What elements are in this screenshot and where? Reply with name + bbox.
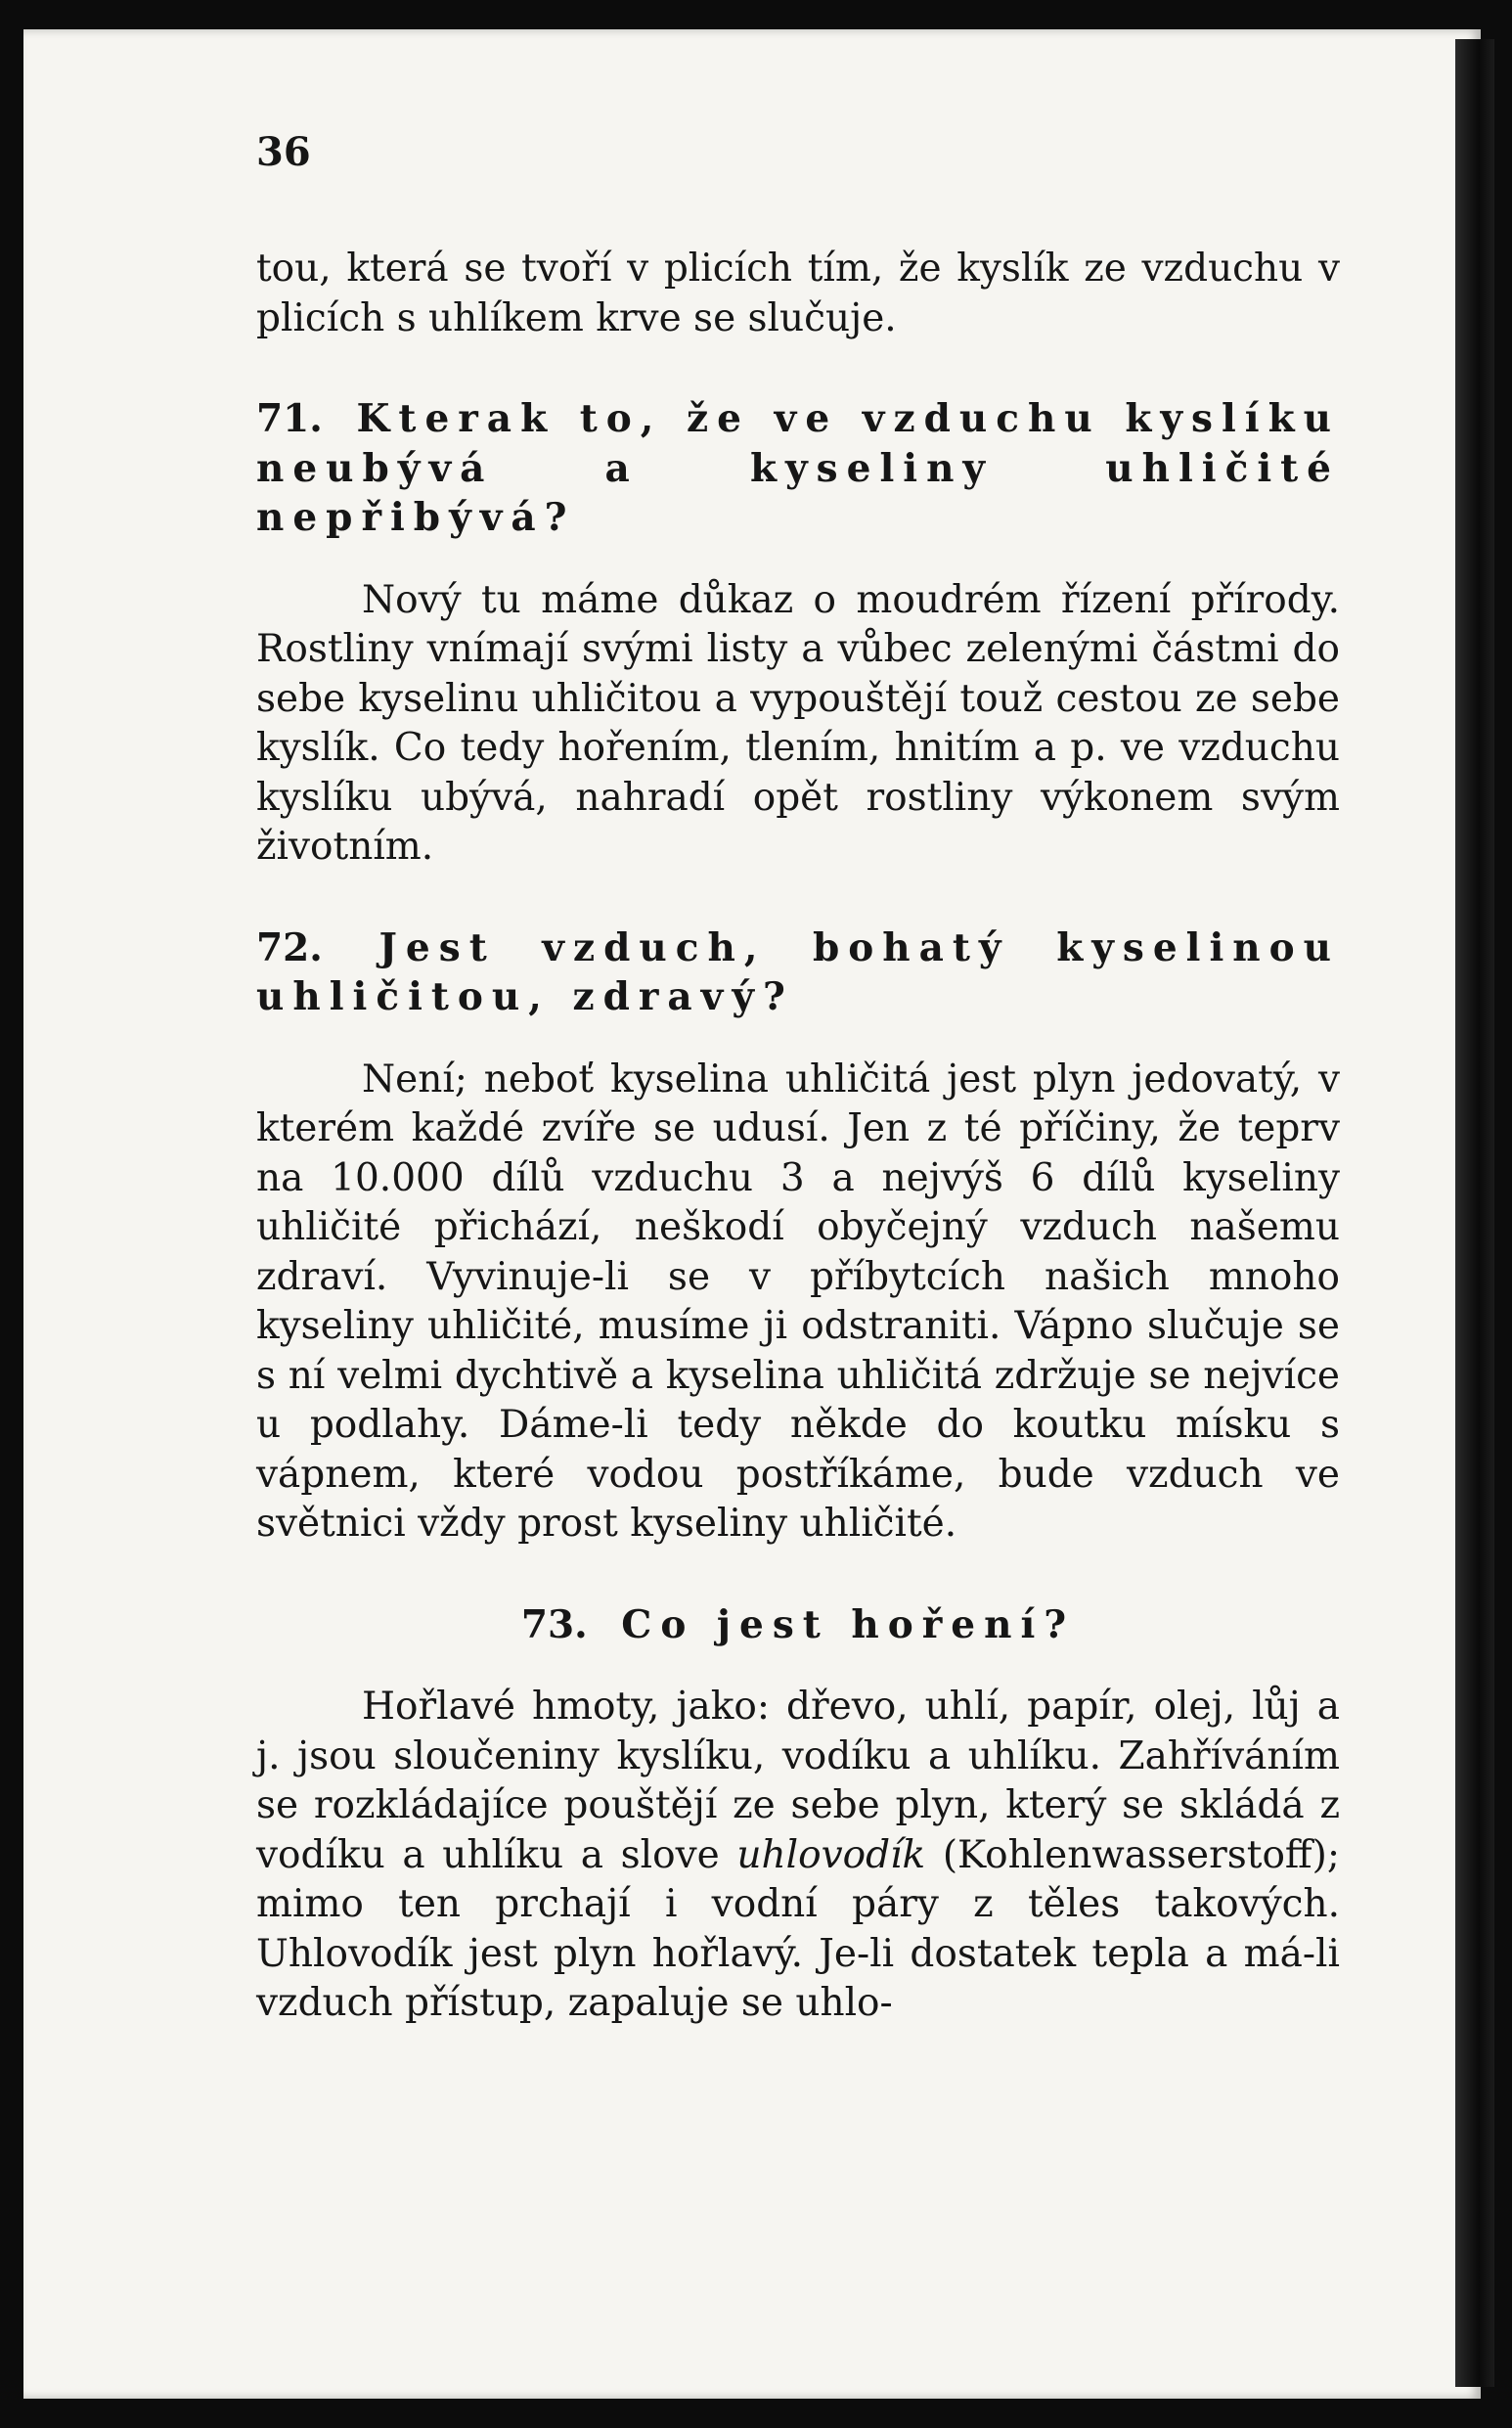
question-71-text: Kterak to, že ve vzduchu kyslíku neubývá a kyseliny uhličité nepřibývá? (256, 396, 1341, 540)
question-73-text: Co jest hoření? (621, 1601, 1076, 1647)
question-71 (256, 394, 1340, 543)
page-text (256, 127, 1340, 2029)
answer-72: Není; neboť kyselina uhličitá jest plyn jedovatý, v kterém každé zvíře se udusí. Jen z té příčiny, že teprv na 10.000 dílů vzduchu 3 a nejvýš 6 dílů kyseliny uhličité přichází, neškodí obyčejný vzduch našemu zdraví. Vyvinuje-li se v příbytcích našich mnoho kyseliny uhličité, musíme ji odstraniti. Vápno slučuje se s ní velmi dychtivě a kyselina uhličitá zdržuje se nejvíce u podlahy. Dáme-li tedy někde do koutku mísku s vápnem, které vodou postříkáme, bude vzduch ve světnici vždy prost kyseliny uhličité. (256, 1057, 1340, 1546)
page-number: 36 (256, 129, 311, 175)
answer-71: Nový tu máme důkaz o moudrém řízení přírody. Rostliny vnímají svými listy a vůbec zelenými částmi do sebe kyselinu uhličitou a vypouštějí touž cestou ze sebe kyslík. Co tedy hořením, tlením, hnitím a p. ve vzduchu kyslíku ubývá, nahradí opět rostliny výkonem svým životním. (256, 577, 1340, 869)
question-72 (256, 923, 1340, 1022)
question-72-text: Jest vzduch, bohatý kyselinou uhličitou, zdravý? (256, 924, 1340, 1019)
book-binding-edge (1455, 39, 1494, 2387)
answer-73-part1: Hořlavé hmoty, jako: dřevo, uhlí, papír, olej, lůj a j. jsou sloučeniny kyslíku, vodíku a uhlíku. Zahříváním se rozkládajíce pouštějí ze sebe plyn, který se skládá z vodíku a uhlíku a slove (256, 1685, 1340, 1877)
question-72-number: 72. (256, 924, 323, 970)
intro-paragraph: tou, která se tvoří v plicích tím, že kyslík ze vzduchu v plicích s uhlíkem krve se slučuje. (256, 247, 1340, 340)
question-73-number: 73. (520, 1601, 588, 1647)
question-71-number: 71. (256, 396, 323, 441)
answer-73-term: uhlovodík (736, 1832, 926, 1877)
answer-73 (256, 1683, 1340, 2029)
question-73 (256, 1600, 1340, 1650)
answer-73-part2: (Kohlenwasserstoff); mimo ten prchají i vodní páry z těles takových. Uhlovodík jest plyn hořlavý. Je-li dostatek tepla a má-li vzduch přístup, zapaluje se uhlo- (256, 1832, 1340, 2025)
